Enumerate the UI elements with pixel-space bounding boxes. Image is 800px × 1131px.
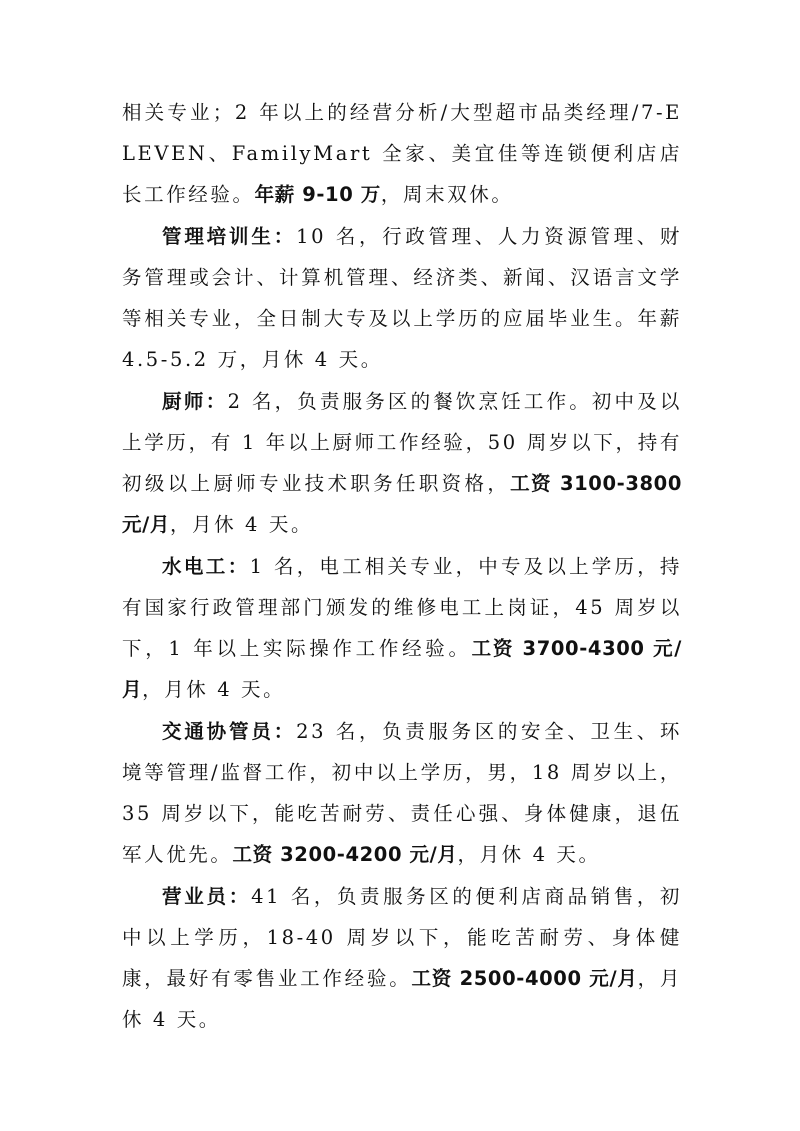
salary-highlight: 工资 3200-4200 元/月: [232, 843, 458, 866]
body-text: ，月休 4 天。: [457, 843, 601, 866]
paragraph-continuation: [122, 92, 682, 215]
paragraph-traffic-assistant: [122, 711, 682, 875]
job-title-label: 营业员：: [162, 885, 252, 908]
body-text: 相关专业；2 年以上的经营分析/大型超市品类经理/7-ELEVEN、FamilyMart 全家、美宜佳等连锁便利店店长工作经验。: [122, 101, 682, 206]
job-title-label: 厨师：: [162, 390, 228, 413]
body-text: ，月休 4 天。: [122, 967, 682, 1031]
salary-highlight: 工资 3700-4300 元/月: [122, 637, 682, 701]
job-title-label: 交通协管员：: [162, 720, 297, 743]
body-text: ，月休 4 天。: [142, 678, 286, 701]
paragraph-chef: [122, 381, 682, 545]
salary-highlight: 工资 3100-3800 元/月: [122, 472, 682, 536]
paragraph-sales-clerk: [122, 876, 682, 1040]
job-title-label: 水电工：: [162, 555, 250, 578]
job-title-label: 管理培训生：: [162, 225, 297, 248]
salary-highlight: 工资 2500-4000 元/月: [411, 967, 638, 990]
paragraph-management-trainee: [122, 216, 682, 380]
body-text: ，周末双休。: [380, 183, 514, 206]
salary-highlight: 年薪 9-10 万: [254, 183, 381, 206]
paragraph-electrician: [122, 546, 682, 710]
body-text: 1 名，电工相关专业，中专及以上学历，持有国家行政管理部门颁发的维修电工上岗证，45 周岁以下，1 年以上实际操作工作经验。: [122, 555, 683, 660]
document-page: [122, 92, 682, 1041]
body-text: 41 名，负责服务区的便利店商品销售，初中以上学历，18-40 周岁以下，能吃苦耐劳、身体健康，最好有零售业工作经验。: [122, 885, 683, 990]
body-text: ，月休 4 天。: [169, 513, 314, 536]
body-text: 10 名，行政管理、人力资源管理、财务管理或会计、计算机管理、经济类、新闻、汉语言文学等相关专业，全日制大专及以上学历的应届毕业生。年薪 4.5-5.2 万，月休 4 天。: [122, 225, 682, 371]
body-text: 23 名，负责服务区的安全、卫生、环境等管理/监督工作，初中以上学历，男，18 周岁以上，35 周岁以下，能吃苦耐劳、责任心强、身体健康，退伍军人优先。: [122, 720, 682, 866]
body-text: 2 名，负责服务区的餐饮烹饪工作。初中及以上学历，有 1 年以上厨师工作经验，50 周岁以下，持有初级以上厨师专业技术职务任职资格，: [122, 390, 682, 495]
